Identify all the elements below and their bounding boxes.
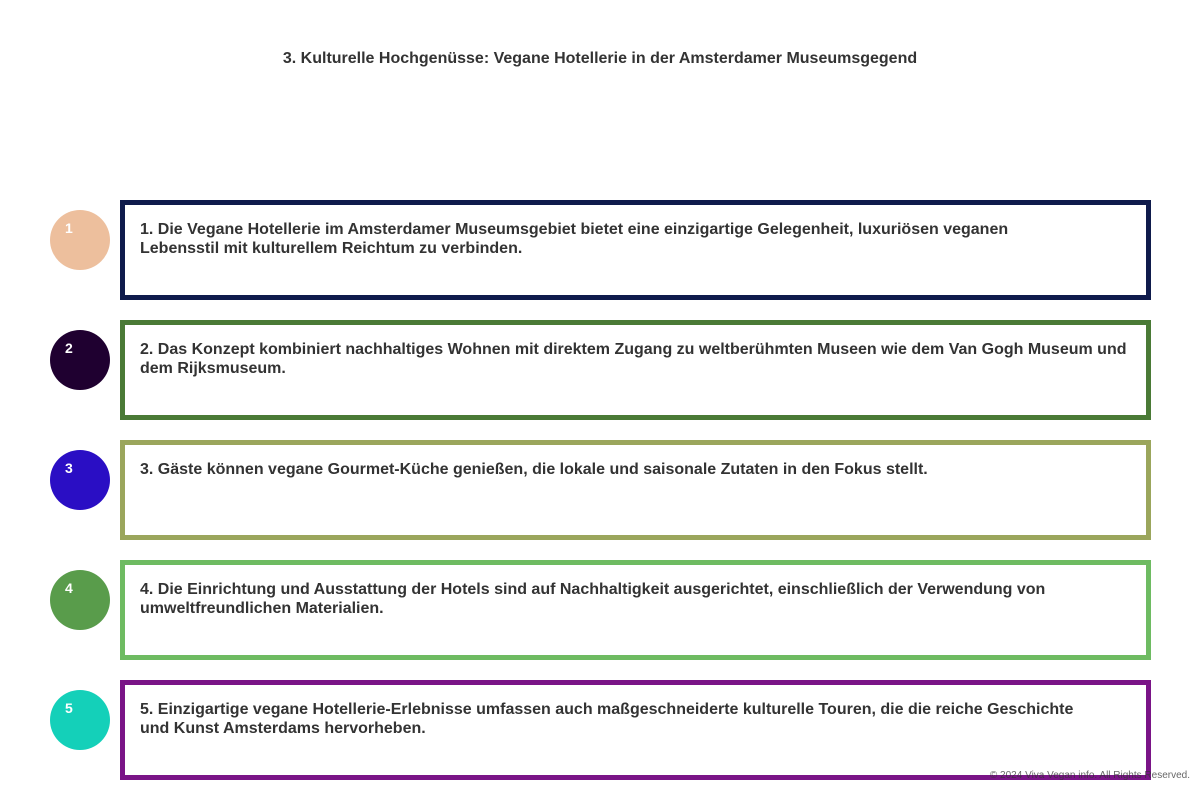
- step-number-circle: 3: [50, 450, 110, 510]
- step-1: [0, 200, 1200, 300]
- step-number-circle: 4: [50, 570, 110, 630]
- step-text-box: [120, 320, 1151, 420]
- step-text-box: [120, 680, 1151, 780]
- step-2: [0, 320, 1200, 420]
- step-text-box: [120, 560, 1151, 660]
- step-text: 2. Das Konzept kombiniert nachhaltiges Wohnen mit direktem Zugang zu weltberühmten Museen wie dem Van Gogh Museum und dem Rijksmuseum.: [140, 341, 1127, 377]
- step-text: 3. Gäste können vegane Gourmet-Küche genießen, die lokale und saisonale Zutaten in den Fokus stellt.: [140, 461, 928, 478]
- copyright-footer: © 2024 Viva Vegan info. All Rights Reserved.: [989, 770, 1190, 781]
- step-4: [0, 560, 1200, 660]
- step-number-circle: 1: [50, 210, 110, 270]
- step-number-circle: 2: [50, 330, 110, 390]
- step-text: 4. Die Einrichtung und Ausstattung der Hotels sind auf Nachhaltigkeit ausgerichtet, einschließlich der Verwendung von umweltfreundlichen Materialien.: [140, 581, 1046, 617]
- step-text-box: [120, 200, 1151, 300]
- step-text: 5. Einzigartige vegane Hotellerie-Erlebnisse umfassen auch maßgeschneiderte kulturelle Touren, die die reiche Geschichte und Kunst Amsterdams hervorheben.: [140, 701, 1074, 737]
- step-text-box: [120, 440, 1151, 540]
- step-number-circle: 5: [50, 690, 110, 750]
- diagram-title: 3. Kulturelle Hochgenüsse: Vegane Hotellerie in der Amsterdamer Museumsgegend: [282, 50, 918, 67]
- step-text: 1. Die Vegane Hotellerie im Amsterdamer Museumsgebiet bietet eine einzigartige Gelegenheit, luxuriösen veganen Lebensstil mit kulturellem Reichtum zu verbinden.: [140, 221, 1009, 257]
- step-5: [0, 680, 1200, 780]
- step-3: [0, 440, 1200, 540]
